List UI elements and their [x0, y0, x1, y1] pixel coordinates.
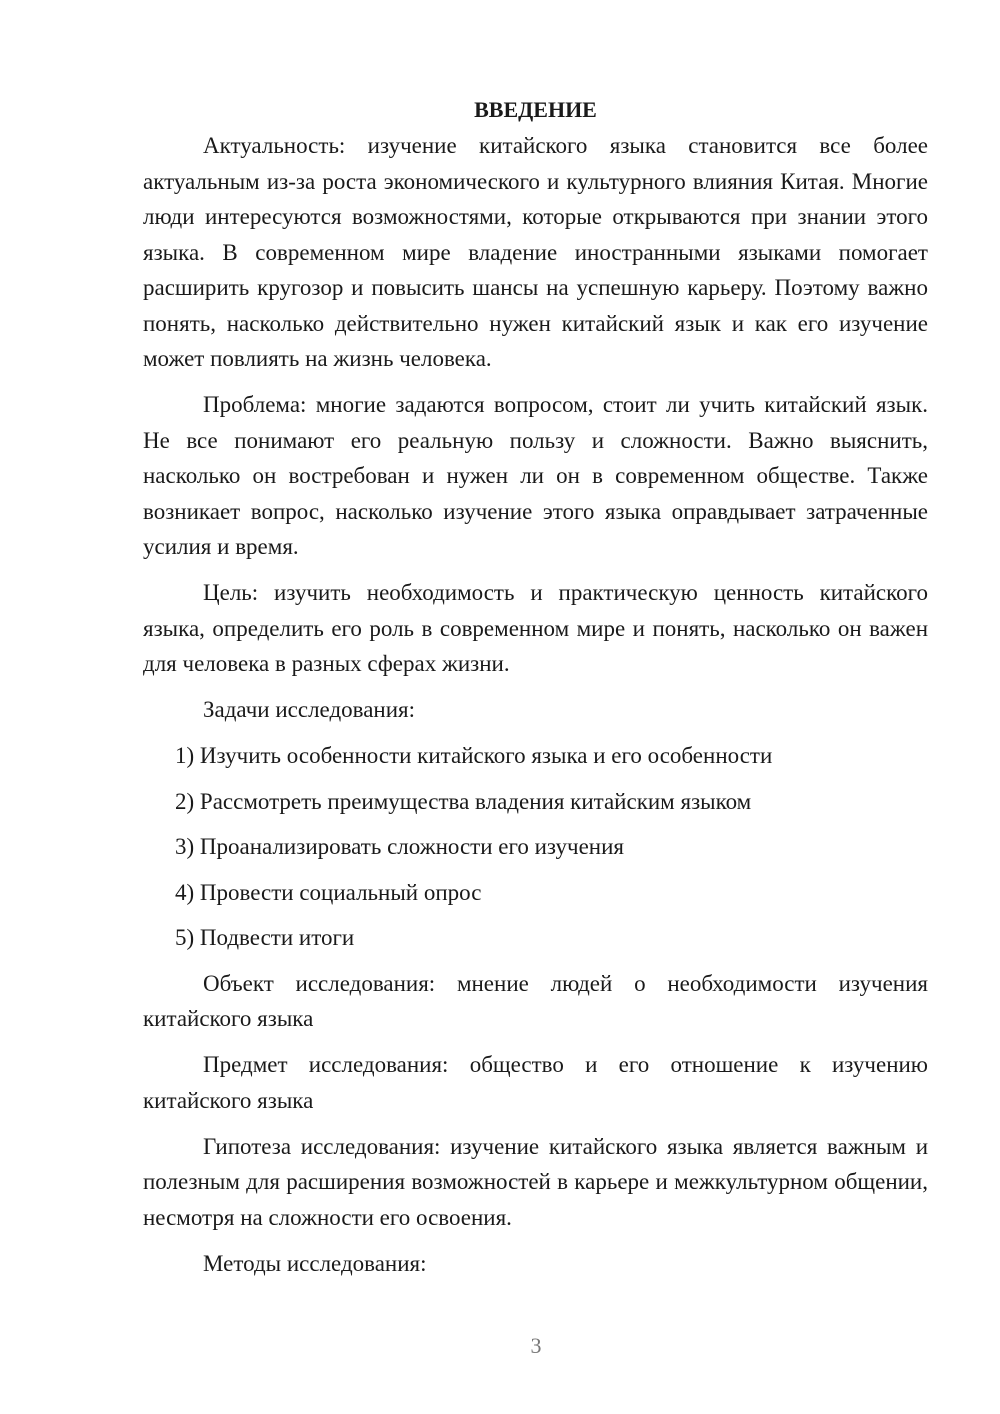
- page-number: 3: [530, 1333, 542, 1358]
- page-content: [143, 94, 928, 1292]
- methods-heading: Методы исследования:: [203, 1250, 427, 1276]
- tasks-list: [143, 738, 928, 956]
- goal-paragraph: Цель: изучить необходимость и практическую ценность китайского языка, определить его роль в современном мире и понять, насколько он важен для человека в разных сферах жизни.: [143, 580, 928, 676]
- tasks-heading: Задачи исследования:: [203, 697, 416, 722]
- problem-paragraph: Проблема: многие задаются вопросом, стоит ли учить китайский язык. Не все понимают его реальную пользу и сложности. Важно выяснить, насколько он востребован и нужен ли он в современном обществе. Также возникает вопрос, насколько изучение этого языка оправдывает затраченные усилия и время.: [143, 392, 928, 559]
- task-item: 2) Рассмотреть преимущества владения китайским языком: [175, 788, 752, 814]
- task-item: 3) Проанализировать сложности его изучения: [175, 834, 624, 859]
- task-item: 5) Подвести итоги: [175, 925, 355, 950]
- task-item: 4) Провести социальный опрос: [175, 879, 482, 905]
- section-title: ВВЕДЕНИЕ: [474, 97, 597, 122]
- subject-paragraph: Предмет исследования: общество и его отношение к изучению китайского языка: [143, 1052, 928, 1113]
- object-paragraph: Объект исследования: мнение людей о необходимости изучения китайского языка: [143, 970, 928, 1031]
- relevance-paragraph: Актуальность: изучение китайского языка становится все более актуальным из-за роста экономического и культурного влияния Китая. Многие люди интересуются возможностями, которые открываются при знании этого языка. В современном мире владение иностранными языками помогает расширить кругозор и повысить шансы на успешную карьеру. Поэтому важно понять, насколько действительно нужен китайский язык и как его изучение может повлиять на жизнь человека.: [143, 133, 928, 371]
- task-item: 1) Изучить особенности китайского языка и его особенности: [175, 743, 773, 768]
- hypothesis-paragraph: Гипотеза исследования: изучение китайского языка является важным и полезным для расширения возможностей в карьере и межкультурном общении, несмотря на сложности его освоения.: [143, 1133, 928, 1230]
